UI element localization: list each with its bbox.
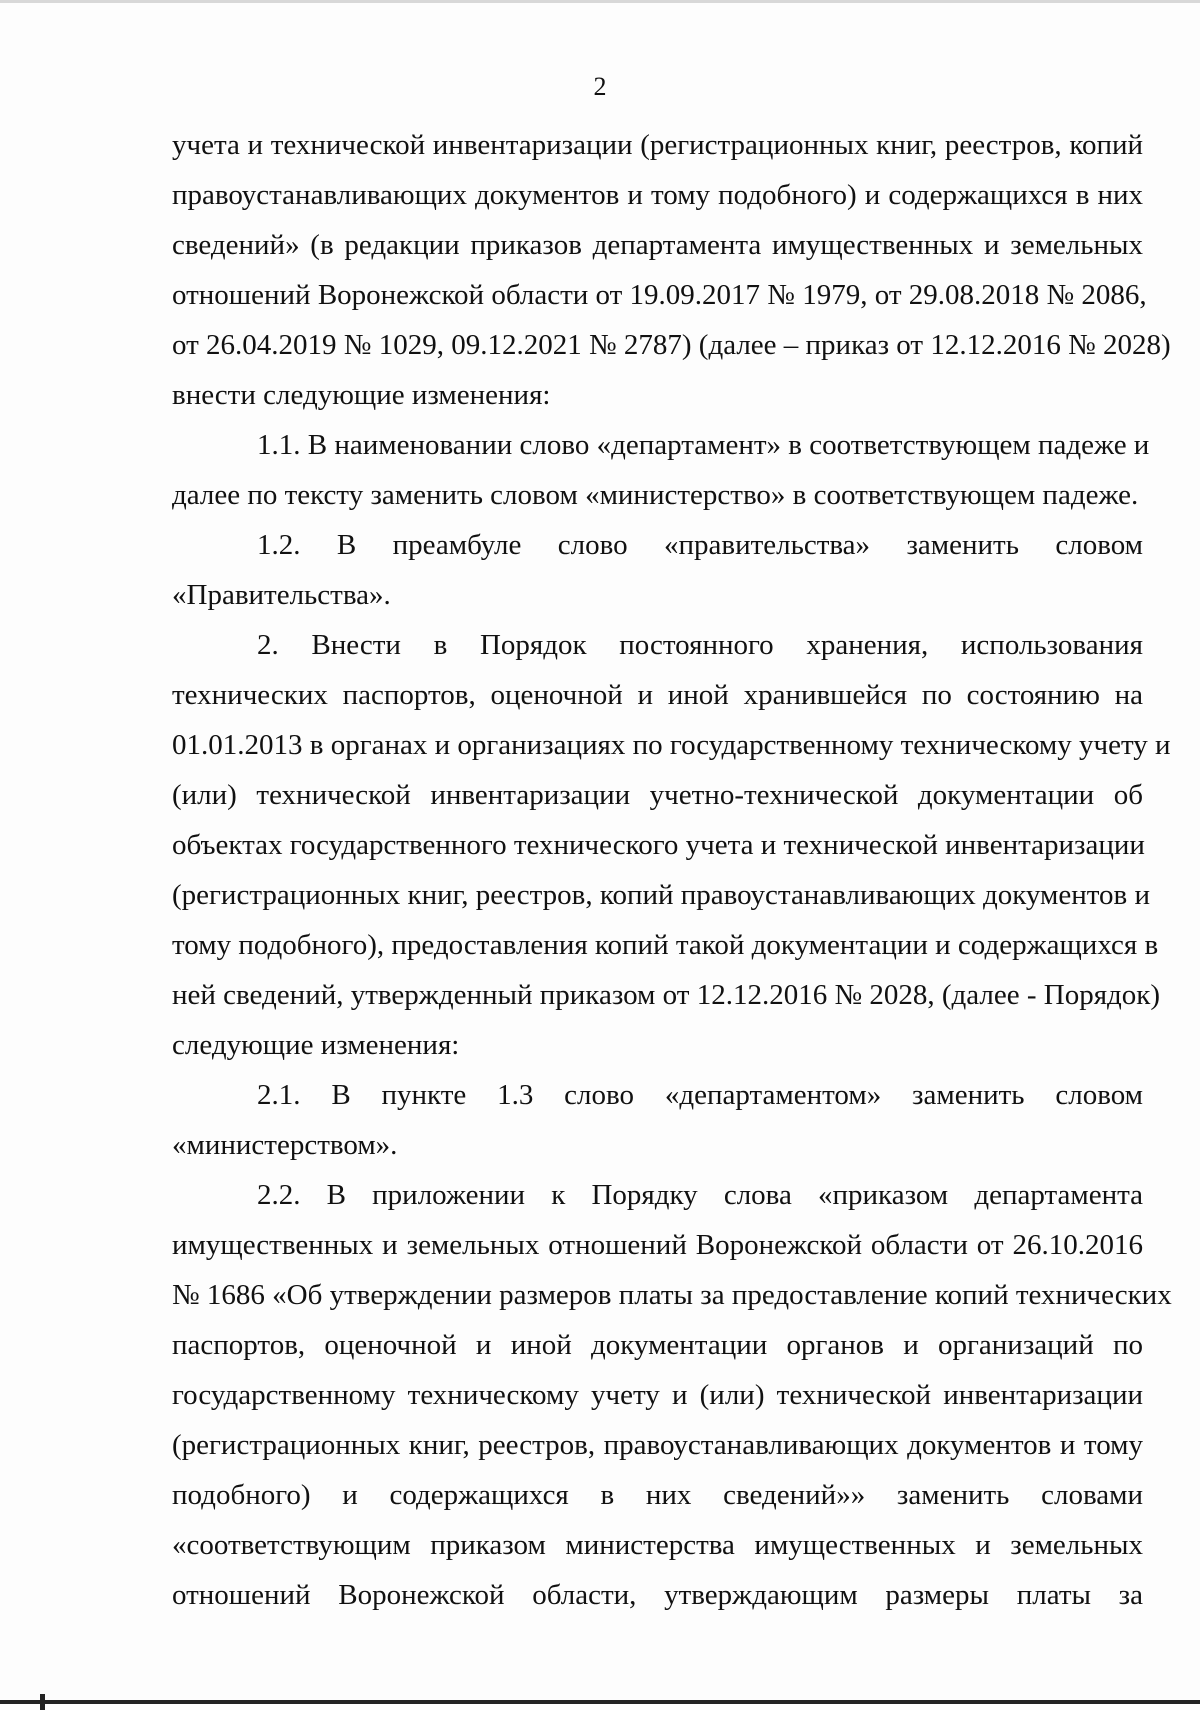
text-line: ней сведений, утвержденный приказом от 12.12.2016 № 2028, (далее - Порядок) bbox=[172, 979, 1161, 1011]
text-line: «министерством». bbox=[172, 1129, 398, 1161]
text-line: объектах государственного технического учета и технической инвентаризации bbox=[172, 829, 1145, 861]
scan-bottom-edge bbox=[0, 1700, 1200, 1704]
paragraph-2-2-line: 2.2. В приложении к Порядку слова «приказом департамента bbox=[257, 1179, 1143, 1211]
text-line: учета и технической инвентаризации (регистрационных книг, реестров, копий bbox=[172, 129, 1143, 161]
page-number: 2 bbox=[593, 72, 607, 101]
text-line: 01.01.2013 в органах и организациях по государственному техническому учету и bbox=[172, 729, 1171, 761]
text-line: тому подобного), предоставления копий такой документации и содержащихся в bbox=[172, 929, 1159, 961]
text-line: отношений Воронежской области, утверждающим размеры платы за bbox=[172, 1579, 1143, 1611]
text-line: (регистрационных книг, реестров, копий правоустанавливающих документов и bbox=[172, 879, 1150, 911]
text-line: далее по тексту заменить словом «министерство» в соответствующем падеже. bbox=[172, 479, 1139, 511]
text-line: государственному техническому учету и (или) технической инвентаризации bbox=[172, 1379, 1143, 1411]
text-line: следующие изменения: bbox=[172, 1029, 460, 1061]
text-line: (регистрационных книг, реестров, правоустанавливающих документов и тому bbox=[172, 1429, 1143, 1461]
paragraph-1-1-line: 1.1. В наименовании слово «департамент» в соответствующем падеже и bbox=[257, 429, 1150, 461]
text-line: имущественных и земельных отношений Воронежской области от 26.10.2016 bbox=[172, 1229, 1143, 1261]
text-line: правоустанавливающих документов и тому подобного) и содержащихся в них bbox=[172, 179, 1143, 211]
text-line: от 26.04.2019 № 1029, 09.12.2021 № 2787) (далее – приказ от 12.12.2016 № 2028) bbox=[172, 329, 1171, 361]
text-line: «соответствующим приказом министерства имущественных и земельных bbox=[172, 1529, 1143, 1561]
text-line: технических паспортов, оценочной и иной хранившейся по состоянию на bbox=[172, 679, 1143, 711]
paragraph-1-2-line: 1.2. В преамбуле слово «правительства» заменить словом bbox=[257, 529, 1143, 561]
paragraph-2-line: 2. Внести в Порядок постоянного хранения, использования bbox=[257, 629, 1143, 661]
text-line: (или) технической инвентаризации учетно-технической документации об bbox=[172, 779, 1143, 811]
document-body bbox=[172, 125, 1172, 1625]
paragraph-2-1-line: 2.1. В пункте 1.3 слово «департаментом» заменить словом bbox=[257, 1079, 1143, 1111]
text-line: паспортов, оценочной и иной документации органов и организаций по bbox=[172, 1329, 1143, 1361]
text-line: № 1686 «Об утверждении размеров платы за предоставление копий технических bbox=[172, 1279, 1172, 1311]
scan-top-edge bbox=[0, 0, 1200, 3]
text-line: подобного) и содержащихся в них сведений»» заменить словами bbox=[172, 1479, 1143, 1511]
text-line: внести следующие изменения: bbox=[172, 379, 551, 411]
text-line: отношений Воронежской области от 19.09.2017 № 1979, от 29.08.2018 № 2086, bbox=[172, 279, 1147, 311]
text-line: сведений» (в редакции приказов департамента имущественных и земельных bbox=[172, 229, 1143, 261]
text-line: «Правительства». bbox=[172, 579, 391, 611]
